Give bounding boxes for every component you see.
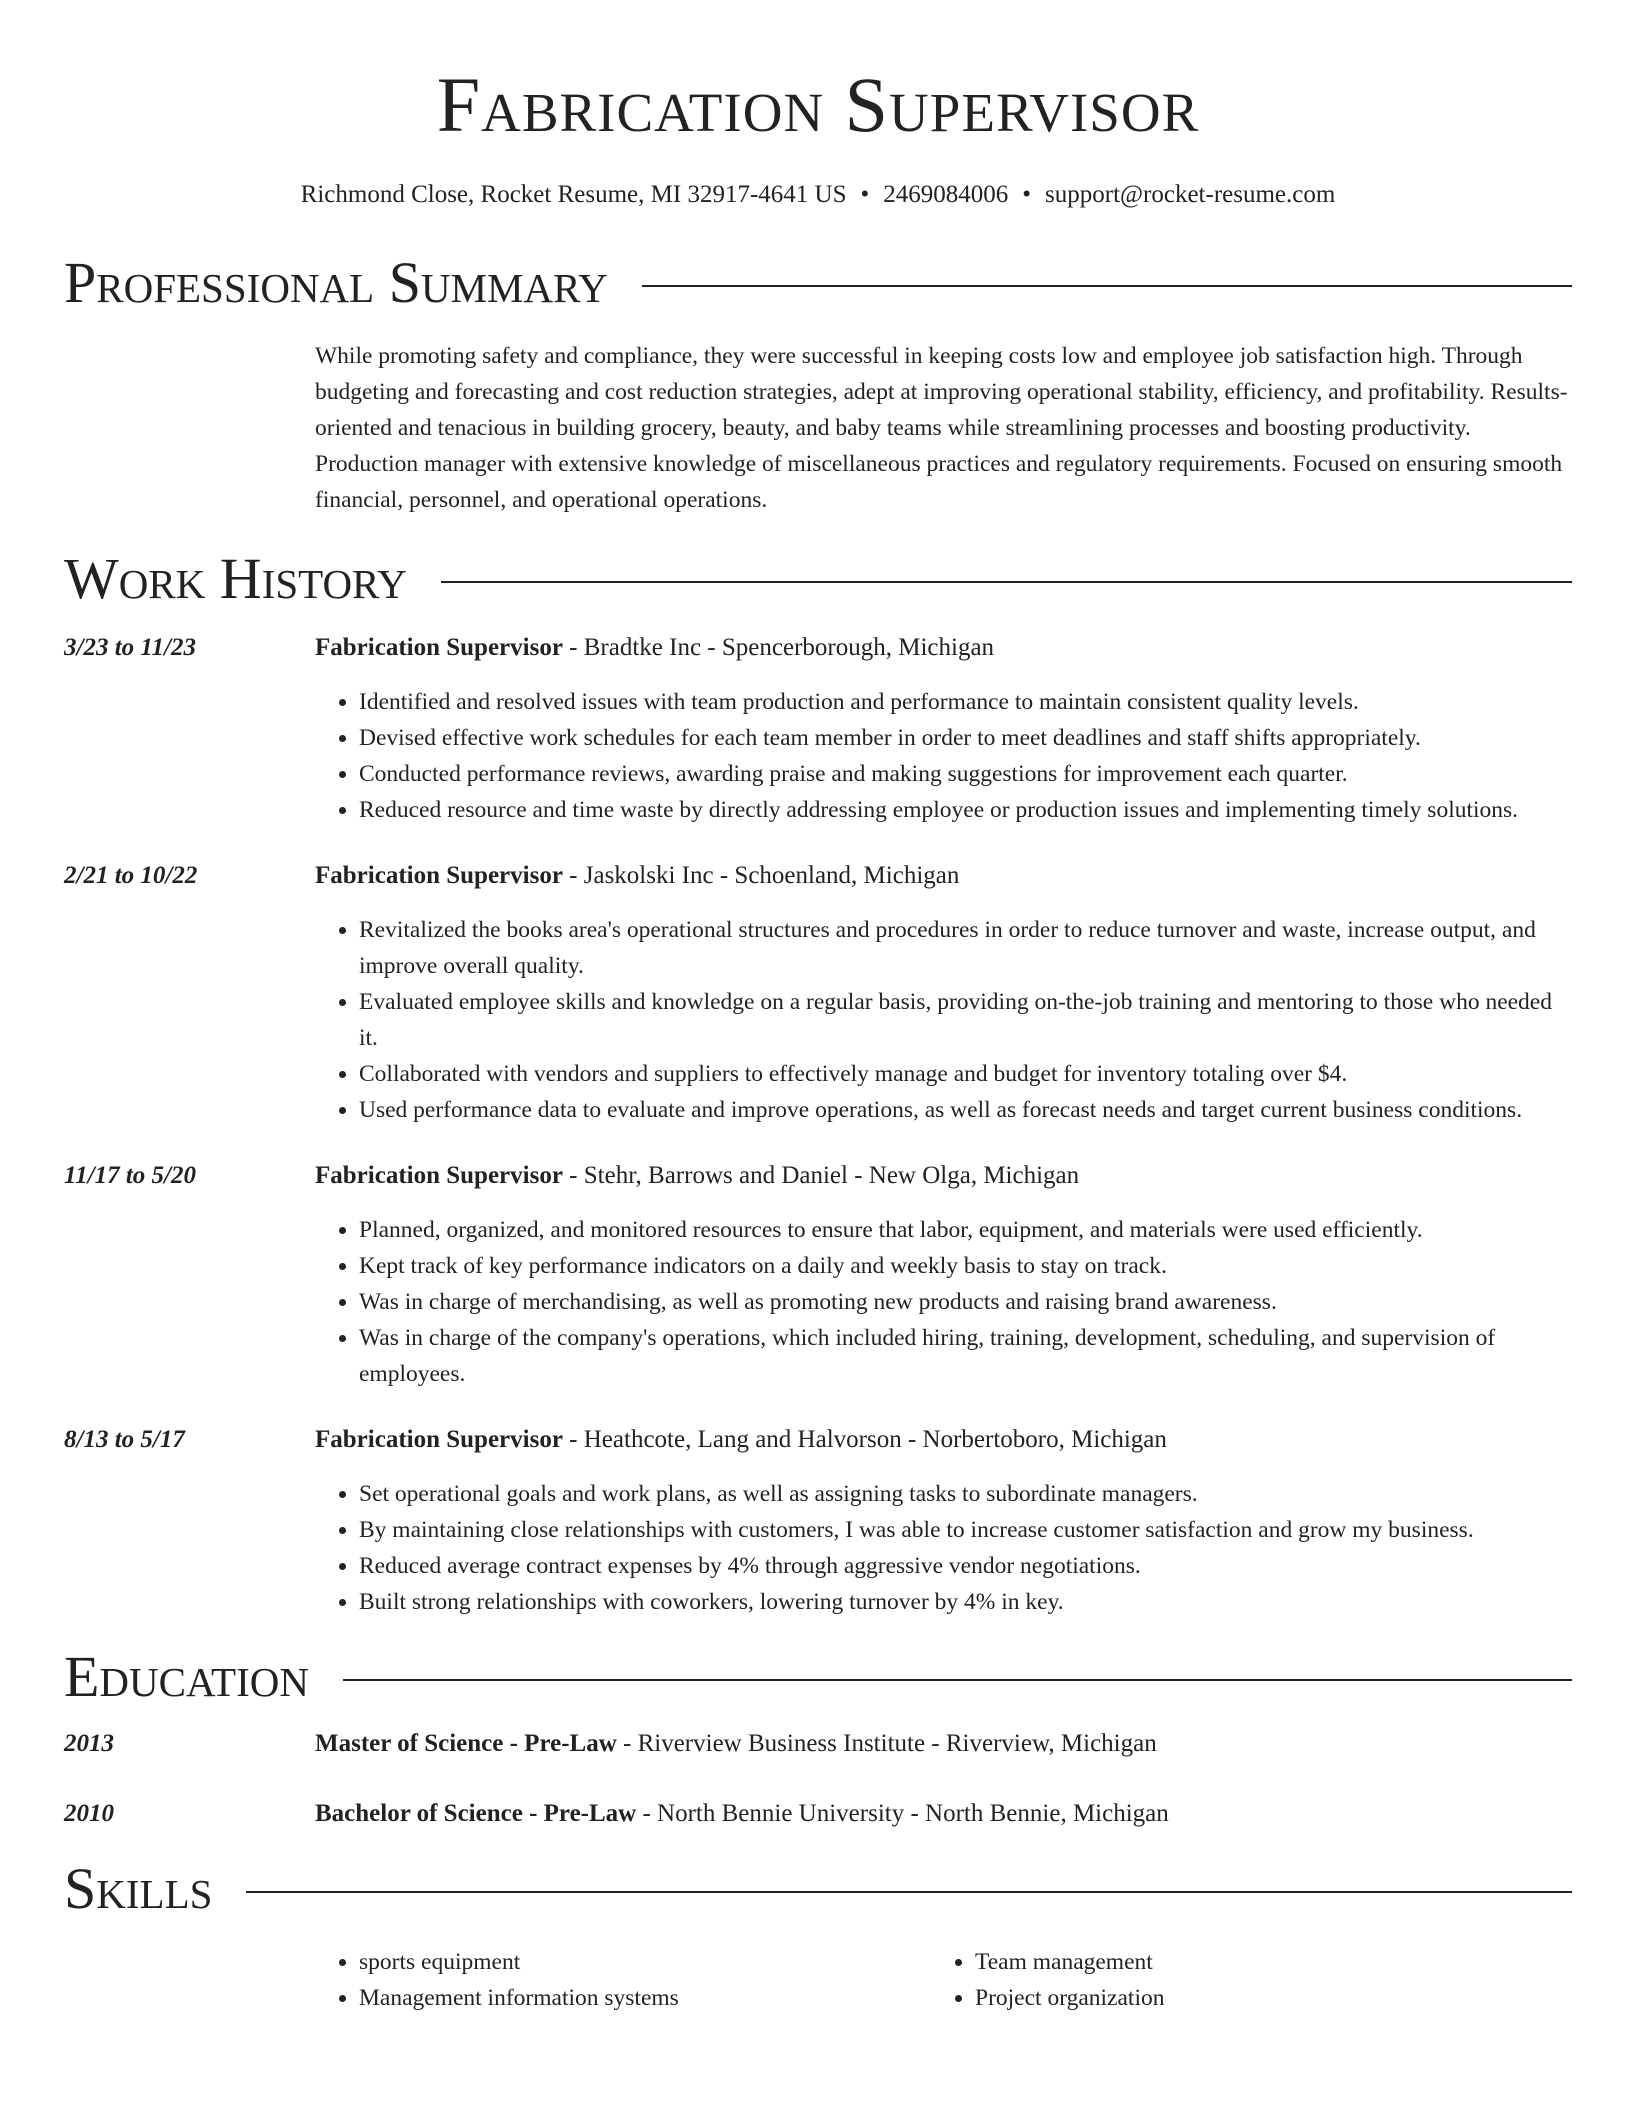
education-year: 2013: [64, 1730, 114, 1757]
contact-email: support@rocket-resume.com: [1045, 181, 1336, 208]
job-title-line: [315, 858, 1572, 894]
summary-text: While promoting safety and compliance, they were successful in keeping costs low and employee job satisfaction high. Through budgeting and forecasting and cost reduction strategies, adept at improving operational stability, efficiency, and profitability. Results-oriented and tenacious in building grocery, beauty, and baby teams while streamlining processes and boosting productivity. Production manager with extensive knowledge of miscellaneous practices and regulatory requirements. Focused on ensuring smooth financial, personnel, and operational operations.: [315, 343, 1568, 513]
contact-line: [64, 178, 1572, 212]
contact-address: Richmond Close, Rocket Resume, MI 32917-4641 US: [300, 181, 847, 208]
resume-page: [64, 0, 1572, 2016]
education-section-title: Education: [64, 1644, 309, 1709]
job-bullet: • Kept track of key performance indicators on a daily and weekly basis to stay on track.: [359, 1248, 1572, 1284]
skill-item: • Project organization: [975, 1980, 1475, 2016]
job-dates: 11/17 to 5/20: [64, 1162, 196, 1189]
contact-separator: •: [1022, 181, 1032, 208]
job-bullet: • Built strong relationships with coworkers, lowering turnover by 4% in key.: [359, 1584, 1572, 1620]
section-divider: [246, 1891, 1572, 1893]
job-bullet: • Reduced average contract expenses by 4% through aggressive vendor negotiations.: [359, 1548, 1572, 1584]
education-section-header: [64, 1646, 1572, 1708]
job-bullet: • Used performance data to evaluate and improve operations, as well as forecast needs and target current business conditions.: [359, 1092, 1572, 1128]
job-details: - Heathcote, Lang and Halvorson - Norbertoboro, Michigan: [562, 1426, 1167, 1453]
job-bullet: • Devised effective work schedules for each team member in order to meet deadlines and staff shifts appropriately.: [359, 720, 1572, 756]
skill-item: • sports equipment: [359, 1944, 931, 1980]
education-degree: Master of Science - Pre-Law: [315, 1730, 617, 1757]
job-bullet: • Evaluated employee skills and knowledge on a regular basis, providing on-the-job training and mentoring to those who needed it.: [359, 984, 1572, 1056]
education-details: - North Bennie University - North Bennie, Michigan: [636, 1800, 1169, 1827]
contact-separator: •: [860, 181, 870, 208]
job-dates: 3/23 to 11/23: [64, 634, 196, 661]
job-role: Fabrication Supervisor: [315, 862, 563, 889]
education-details: - Riverview Business Institute - Riverview, Michigan: [616, 1730, 1157, 1757]
job-bullet: • Collaborated with vendors and suppliers to effectively manage and budget for inventory totaling over $4.: [359, 1056, 1572, 1092]
skills-column-right: [931, 1944, 1475, 2016]
skills-section-title: Skills: [64, 1856, 213, 1921]
job-role: Fabrication Supervisor: [315, 1426, 563, 1453]
job-bullet: • Was in charge of merchandising, as well as promoting new products and raising brand awareness.: [359, 1284, 1572, 1320]
job-details: - Stehr, Barrows and Daniel - New Olga, Michigan: [562, 1162, 1080, 1189]
contact-phone: 2469084006: [883, 181, 1009, 208]
job-title-line: [315, 1158, 1572, 1194]
job-dates: 8/13 to 5/17: [64, 1426, 185, 1453]
job-entry: [64, 1158, 1572, 1392]
section-divider: [642, 285, 1572, 287]
job-bullet: • Was in charge of the company's operations, which included hiring, training, development, scheduling, and supervision of employees.: [359, 1320, 1572, 1392]
education-year: 2010: [64, 1800, 114, 1827]
job-bullet: • Revitalized the books area's operational structures and procedures in order to reduce turnover and waste, increase output, and improve overall quality.: [359, 912, 1572, 984]
job-bullet: • Set operational goals and work plans, as well as assigning tasks to subordinate managers.: [359, 1476, 1572, 1512]
candidate-name: Fabrication Supervisor: [436, 61, 1200, 148]
work-section-header: [64, 548, 1572, 610]
education-entry: [64, 1726, 1572, 1762]
job-bullet: • Planned, organized, and monitored resources to ensure that labor, equipment, and materials were used efficiently.: [359, 1212, 1572, 1248]
job-bullets: [315, 684, 1572, 828]
job-entry: [64, 858, 1572, 1128]
work-section-title: Work History: [64, 546, 407, 611]
job-role: Fabrication Supervisor: [315, 634, 563, 661]
skill-item: • Management information systems: [359, 1980, 931, 2016]
skill-item: • Team management: [975, 1944, 1475, 1980]
job-title-line: [315, 630, 1572, 666]
section-divider: [441, 581, 1572, 583]
summary-section-header: [64, 252, 1572, 314]
job-bullets: [315, 912, 1572, 1128]
job-bullets: [315, 1212, 1572, 1392]
education-line: [315, 1796, 1572, 1832]
job-title-line: [315, 1422, 1572, 1458]
job-entry: [64, 1422, 1572, 1620]
job-dates: 2/21 to 10/22: [64, 862, 198, 889]
job-bullet: • Reduced resource and time waste by directly addressing employee or production issues and implementing timely solutions.: [359, 792, 1572, 828]
job-bullet: • Identified and resolved issues with team production and performance to maintain consistent quality levels.: [359, 684, 1572, 720]
skills-column-left: [315, 1944, 931, 2016]
section-divider: [343, 1679, 1572, 1681]
summary-section-title: Professional Summary: [64, 250, 608, 315]
job-details: - Bradtke Inc - Spencerborough, Michigan: [562, 634, 995, 661]
job-bullet: • Conducted performance reviews, awarding praise and making suggestions for improvement each quarter.: [359, 756, 1572, 792]
job-bullet: • By maintaining close relationships with customers, I was able to increase customer satisfaction and grow my business.: [359, 1512, 1572, 1548]
job-entry: [64, 630, 1572, 828]
skills-list: [315, 1944, 1572, 2016]
education-line: [315, 1726, 1572, 1762]
education-degree: Bachelor of Science - Pre-Law: [315, 1800, 637, 1827]
job-role: Fabrication Supervisor: [315, 1162, 563, 1189]
job-bullets: [315, 1476, 1572, 1620]
job-details: - Jaskolski Inc - Schoenland, Michigan: [562, 862, 960, 889]
education-entry: [64, 1796, 1572, 1832]
skills-section-header: [64, 1858, 1572, 1920]
